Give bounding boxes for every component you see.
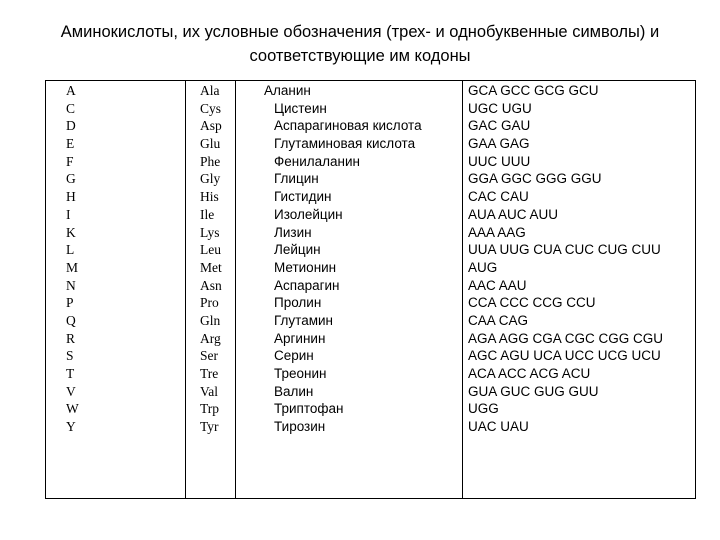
one-letter-cell: A bbox=[66, 83, 76, 98]
amino-acid-name-cell: Валин bbox=[274, 383, 314, 399]
amino-acid-name-cell: Аспарагин bbox=[274, 277, 340, 293]
codons-cell: AAA AAG bbox=[468, 224, 526, 240]
codons-cell: UAC UAU bbox=[468, 419, 529, 435]
codons-cell: GAC GAU bbox=[468, 118, 531, 134]
three-letter-cell: Trp bbox=[200, 401, 220, 417]
three-letter-cell: Gly bbox=[200, 171, 221, 187]
three-letter-cell: Asp bbox=[200, 118, 222, 134]
amino-acid-name-cell: Лейцин bbox=[274, 242, 321, 258]
page-title bbox=[30, 20, 690, 68]
codons-cell: CAC CAU bbox=[468, 189, 529, 205]
amino-acid-name-cell: Треонин bbox=[274, 366, 327, 381]
codons-cell: AUA AUC AUU bbox=[468, 206, 559, 222]
amino-acid-name-cell: Фенилаланин bbox=[274, 153, 360, 169]
codons-cell: CCA CCC CCG CCU bbox=[468, 295, 596, 311]
one-letter-cell: F bbox=[66, 153, 74, 169]
codons-column bbox=[468, 82, 663, 436]
three-letter-cell: Pro bbox=[200, 295, 219, 311]
amino-acid-name-cell: Серин bbox=[274, 348, 314, 364]
amino-acid-name-cell: Тирозин bbox=[274, 419, 326, 435]
one-letter-cell: W bbox=[66, 401, 79, 417]
one-letter-column bbox=[66, 82, 79, 436]
one-letter-cell: L bbox=[66, 242, 75, 258]
one-letter-cell: H bbox=[66, 189, 76, 205]
one-letter-cell: C bbox=[66, 100, 76, 116]
one-letter-cell: Q bbox=[66, 312, 76, 328]
three-letter-cell: Ala bbox=[200, 83, 220, 98]
one-letter-cell: S bbox=[66, 348, 74, 364]
three-letter-cell: Ser bbox=[200, 348, 218, 364]
one-letter-cell: E bbox=[66, 136, 75, 152]
three-letter-cell: Arg bbox=[200, 330, 221, 346]
one-letter-cell: T bbox=[66, 366, 75, 381]
three-letter-cell: Met bbox=[200, 259, 222, 275]
three-letter-cell: Ile bbox=[200, 206, 215, 222]
amino-acid-name-cell: Глицин bbox=[274, 171, 319, 187]
one-letter-cell: V bbox=[66, 383, 76, 399]
one-letter-cell: G bbox=[66, 171, 76, 187]
title-line-1: Аминокислоты, их условные обозначения (трех- и однобуквенные символы) и bbox=[60, 23, 660, 41]
amino-acid-name-cell: Метионин bbox=[274, 259, 337, 275]
codons-cell: GAA GAG bbox=[468, 136, 530, 152]
codons-cell: UUA UUG CUA CUC CUG CUU bbox=[468, 242, 661, 258]
three-letter-cell: Val bbox=[200, 383, 218, 399]
codons-cell: UUC UUU bbox=[468, 153, 531, 169]
amino-acid-name-cell: Пролин bbox=[274, 295, 322, 311]
three-letter-cell: Tre bbox=[200, 366, 219, 381]
one-letter-cell: K bbox=[66, 224, 76, 240]
three-letter-column bbox=[200, 82, 222, 436]
name-column bbox=[264, 82, 422, 436]
codons-cell: GGA GGC GGG GGU bbox=[468, 171, 602, 187]
amino-acid-name-cell: Цистеин bbox=[274, 100, 327, 116]
three-letter-cell: Glu bbox=[200, 136, 221, 152]
column-divider-1 bbox=[185, 81, 186, 498]
one-letter-cell: D bbox=[66, 118, 76, 134]
amino-acid-name-cell: Гистидин bbox=[274, 189, 332, 205]
codons-cell: AGC AGU UCA UCC UCG UCU bbox=[468, 348, 661, 364]
title-line-2: соответствующие им кодоны bbox=[249, 47, 471, 65]
three-letter-cell: Phe bbox=[200, 153, 221, 169]
one-letter-cell: R bbox=[66, 330, 76, 346]
one-letter-cell: N bbox=[66, 277, 76, 293]
one-letter-cell: M bbox=[66, 259, 79, 275]
codons-cell: UGC UGU bbox=[468, 100, 532, 116]
amino-acid-name-cell: Аспарагиновая кислота bbox=[274, 118, 422, 134]
amino-acid-name-cell: Глутамин bbox=[274, 312, 333, 328]
codons-cell: AUG bbox=[468, 259, 498, 275]
amino-acid-name-cell: Аланин bbox=[264, 83, 311, 98]
codons-cell: UGG bbox=[468, 401, 499, 417]
one-letter-cell: Y bbox=[66, 419, 76, 435]
three-letter-cell: Asn bbox=[200, 277, 222, 293]
amino-acid-name-cell: Аргинин bbox=[274, 330, 326, 346]
amino-acid-table bbox=[45, 80, 696, 499]
amino-acid-name-cell: Триптофан bbox=[274, 401, 344, 417]
three-letter-cell: Tyr bbox=[200, 419, 219, 435]
three-letter-cell: Lys bbox=[200, 224, 220, 240]
codons-cell: GUA GUC GUG GUU bbox=[468, 383, 599, 399]
three-letter-cell: Gln bbox=[200, 312, 221, 328]
one-letter-cell: P bbox=[66, 295, 74, 311]
three-letter-cell: Leu bbox=[200, 242, 221, 258]
amino-acid-name-cell: Глутаминовая кислота bbox=[274, 136, 416, 152]
one-letter-cell: I bbox=[66, 206, 71, 222]
codons-cell: AAC AAU bbox=[468, 277, 527, 293]
column-divider-3 bbox=[462, 81, 463, 498]
column-divider-2 bbox=[235, 81, 236, 498]
amino-acid-name-cell: Лизин bbox=[274, 224, 312, 240]
codons-cell: CAA CAG bbox=[468, 312, 529, 328]
codons-cell: ACA ACC ACG ACU bbox=[468, 366, 591, 381]
codons-cell: GCA GCC GCG GCU bbox=[468, 83, 599, 98]
three-letter-cell: His bbox=[200, 189, 219, 205]
amino-acid-name-cell: Изолейцин bbox=[274, 206, 343, 222]
codons-cell: AGA AGG CGA CGC CGG CGU bbox=[468, 330, 664, 346]
three-letter-cell: Cys bbox=[200, 100, 222, 116]
